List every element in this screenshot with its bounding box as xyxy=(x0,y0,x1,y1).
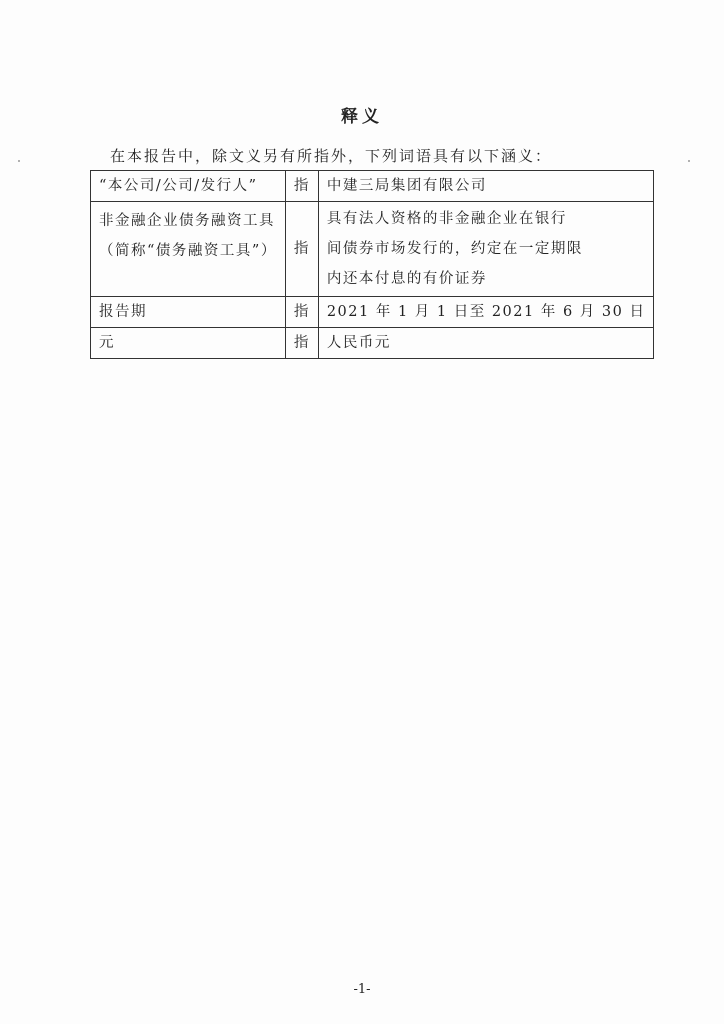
term-cell xyxy=(91,297,286,328)
meaning-cell xyxy=(318,328,654,359)
scan-speck xyxy=(18,160,20,162)
page-title: 释义 xyxy=(341,107,383,127)
table-row xyxy=(91,297,654,328)
table-row xyxy=(91,202,654,297)
scan-speck xyxy=(688,160,690,162)
meaning-text: 中建三局集团有限公司 xyxy=(326,178,487,194)
term-text: 非金融企业债务融资工具 xyxy=(99,213,275,229)
meaning-cell xyxy=(318,171,654,202)
ref-cell: 指 xyxy=(285,297,318,328)
meaning-text: 具有法人资格的非金融企业在银行 xyxy=(326,211,567,227)
term-text: 报告期 xyxy=(99,304,147,320)
definitions-table xyxy=(90,170,654,359)
term-cell xyxy=(91,202,286,297)
term-text: 元 xyxy=(99,335,115,351)
term-text: （简称“债务融资工具”） xyxy=(99,243,277,259)
term-cell xyxy=(91,328,286,359)
term-text: “本公司/公司/发行人” xyxy=(99,178,258,194)
meaning-text: 人民币元 xyxy=(326,335,391,351)
term-cell xyxy=(91,171,286,202)
meaning-cell xyxy=(318,202,654,297)
table-row xyxy=(91,171,654,202)
meaning-text: 内还本付息的有价证券 xyxy=(326,271,487,287)
page-number: -1- xyxy=(353,982,371,997)
ref-cell: 指 xyxy=(285,171,318,202)
ref-cell: 指 xyxy=(285,202,318,297)
meaning-cell xyxy=(318,297,654,328)
meaning-text: 间债券市场发行的，约定在一定期限 xyxy=(326,241,583,257)
meaning-text: 2021 年 1 月 1 日至 2021 年 6 月 30 日 xyxy=(326,304,646,320)
intro-paragraph: 在本报告中，除文义另有所指外，下列词语具有以下涵义： xyxy=(110,147,553,165)
table-row xyxy=(91,328,654,359)
ref-cell: 指 xyxy=(285,328,318,359)
